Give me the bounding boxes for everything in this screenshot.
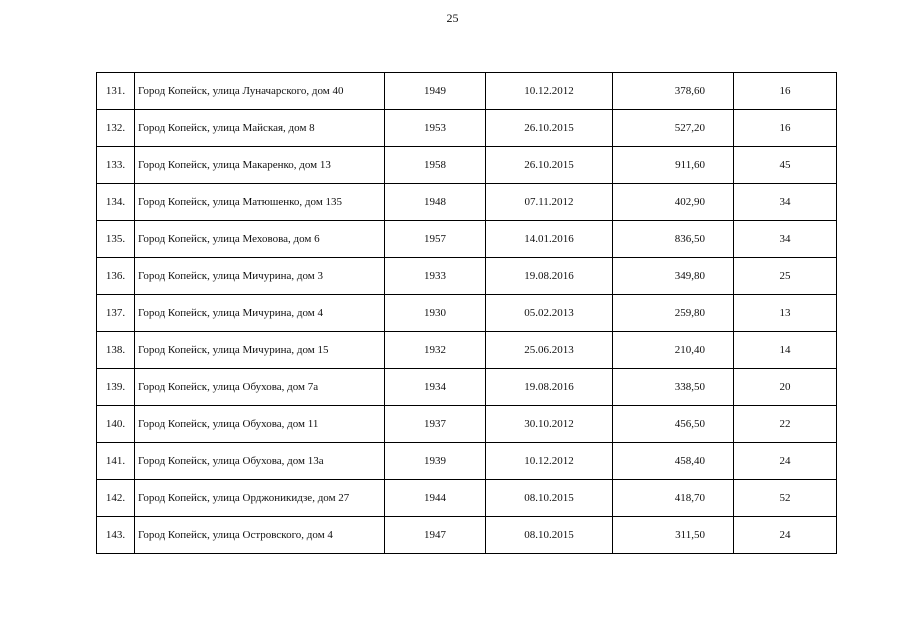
table-row <box>97 332 837 369</box>
row-number-cell: 134. <box>97 184 135 221</box>
address-cell: Город Копейск, улица Обухова, дом 11 <box>135 406 385 443</box>
date-cell: 10.12.2012 <box>486 73 613 110</box>
build-year-cell: 1949 <box>385 73 486 110</box>
date-cell: 19.08.2016 <box>486 369 613 406</box>
table-row <box>97 295 837 332</box>
row-number-cell: 132. <box>97 110 135 147</box>
table-row <box>97 73 837 110</box>
build-year-cell: 1932 <box>385 332 486 369</box>
address-cell: Город Копейск, улица Меховова, дом 6 <box>135 221 385 258</box>
row-number-cell: 143. <box>97 517 135 554</box>
address-cell: Город Копейск, улица Островского, дом 4 <box>135 517 385 554</box>
count-cell: 34 <box>734 184 837 221</box>
count-cell: 24 <box>734 517 837 554</box>
row-number-cell: 136. <box>97 258 135 295</box>
row-number-cell: 141. <box>97 443 135 480</box>
build-year-cell: 1958 <box>385 147 486 184</box>
address-cell: Город Копейск, улица Орджоникидзе, дом 27 <box>135 480 385 517</box>
area-cell: 836,50 <box>613 221 734 258</box>
count-cell: 14 <box>734 332 837 369</box>
table-row <box>97 221 837 258</box>
row-number-cell: 139. <box>97 369 135 406</box>
count-cell: 45 <box>734 147 837 184</box>
row-number-cell: 142. <box>97 480 135 517</box>
date-cell: 30.10.2012 <box>486 406 613 443</box>
count-cell: 20 <box>734 369 837 406</box>
row-number-cell: 138. <box>97 332 135 369</box>
count-cell: 16 <box>734 110 837 147</box>
count-cell: 22 <box>734 406 837 443</box>
date-cell: 26.10.2015 <box>486 147 613 184</box>
area-cell: 259,80 <box>613 295 734 332</box>
table-row <box>97 517 837 554</box>
build-year-cell: 1953 <box>385 110 486 147</box>
date-cell: 26.10.2015 <box>486 110 613 147</box>
address-cell: Город Копейск, улица Мичурина, дом 15 <box>135 332 385 369</box>
date-cell: 19.08.2016 <box>486 258 613 295</box>
area-cell: 527,20 <box>613 110 734 147</box>
table-row <box>97 110 837 147</box>
count-cell: 25 <box>734 258 837 295</box>
buildings-table <box>96 72 837 554</box>
table-row <box>97 258 837 295</box>
build-year-cell: 1933 <box>385 258 486 295</box>
count-cell: 34 <box>734 221 837 258</box>
area-cell: 458,40 <box>613 443 734 480</box>
date-cell: 25.06.2013 <box>486 332 613 369</box>
count-cell: 24 <box>734 443 837 480</box>
row-number-cell: 140. <box>97 406 135 443</box>
table-row <box>97 406 837 443</box>
page-number: 25 <box>446 11 459 25</box>
count-cell: 16 <box>734 73 837 110</box>
table-row <box>97 480 837 517</box>
address-cell: Город Копейск, улица Обухова, дом 13а <box>135 443 385 480</box>
address-cell: Город Копейск, улица Обухова, дом 7а <box>135 369 385 406</box>
row-number-cell: 135. <box>97 221 135 258</box>
table-body <box>97 73 837 554</box>
build-year-cell: 1944 <box>385 480 486 517</box>
count-cell: 13 <box>734 295 837 332</box>
row-number-cell: 133. <box>97 147 135 184</box>
date-cell: 08.10.2015 <box>486 517 613 554</box>
address-cell: Город Копейск, улица Майская, дом 8 <box>135 110 385 147</box>
area-cell: 311,50 <box>613 517 734 554</box>
address-cell: Город Копейск, улица Макаренко, дом 13 <box>135 147 385 184</box>
date-cell: 10.12.2012 <box>486 443 613 480</box>
row-number-cell: 131. <box>97 73 135 110</box>
date-cell: 05.02.2013 <box>486 295 613 332</box>
table-row <box>97 369 837 406</box>
address-cell: Город Копейск, улица Мичурина, дом 3 <box>135 258 385 295</box>
count-cell: 52 <box>734 480 837 517</box>
table-row <box>97 147 837 184</box>
area-cell: 456,50 <box>613 406 734 443</box>
build-year-cell: 1934 <box>385 369 486 406</box>
address-cell: Город Копейск, улица Матюшенко, дом 135 <box>135 184 385 221</box>
build-year-cell: 1930 <box>385 295 486 332</box>
date-cell: 08.10.2015 <box>486 480 613 517</box>
build-year-cell: 1939 <box>385 443 486 480</box>
area-cell: 911,60 <box>613 147 734 184</box>
build-year-cell: 1957 <box>385 221 486 258</box>
build-year-cell: 1937 <box>385 406 486 443</box>
table-row <box>97 184 837 221</box>
address-cell: Город Копейск, улица Луначарского, дом 40 <box>135 73 385 110</box>
area-cell: 338,50 <box>613 369 734 406</box>
row-number-cell: 137. <box>97 295 135 332</box>
build-year-cell: 1947 <box>385 517 486 554</box>
area-cell: 349,80 <box>613 258 734 295</box>
area-cell: 378,60 <box>613 73 734 110</box>
area-cell: 418,70 <box>613 480 734 517</box>
build-year-cell: 1948 <box>385 184 486 221</box>
date-cell: 14.01.2016 <box>486 221 613 258</box>
table-row <box>97 443 837 480</box>
address-cell: Город Копейск, улица Мичурина, дом 4 <box>135 295 385 332</box>
area-cell: 210,40 <box>613 332 734 369</box>
area-cell: 402,90 <box>613 184 734 221</box>
date-cell: 07.11.2012 <box>486 184 613 221</box>
